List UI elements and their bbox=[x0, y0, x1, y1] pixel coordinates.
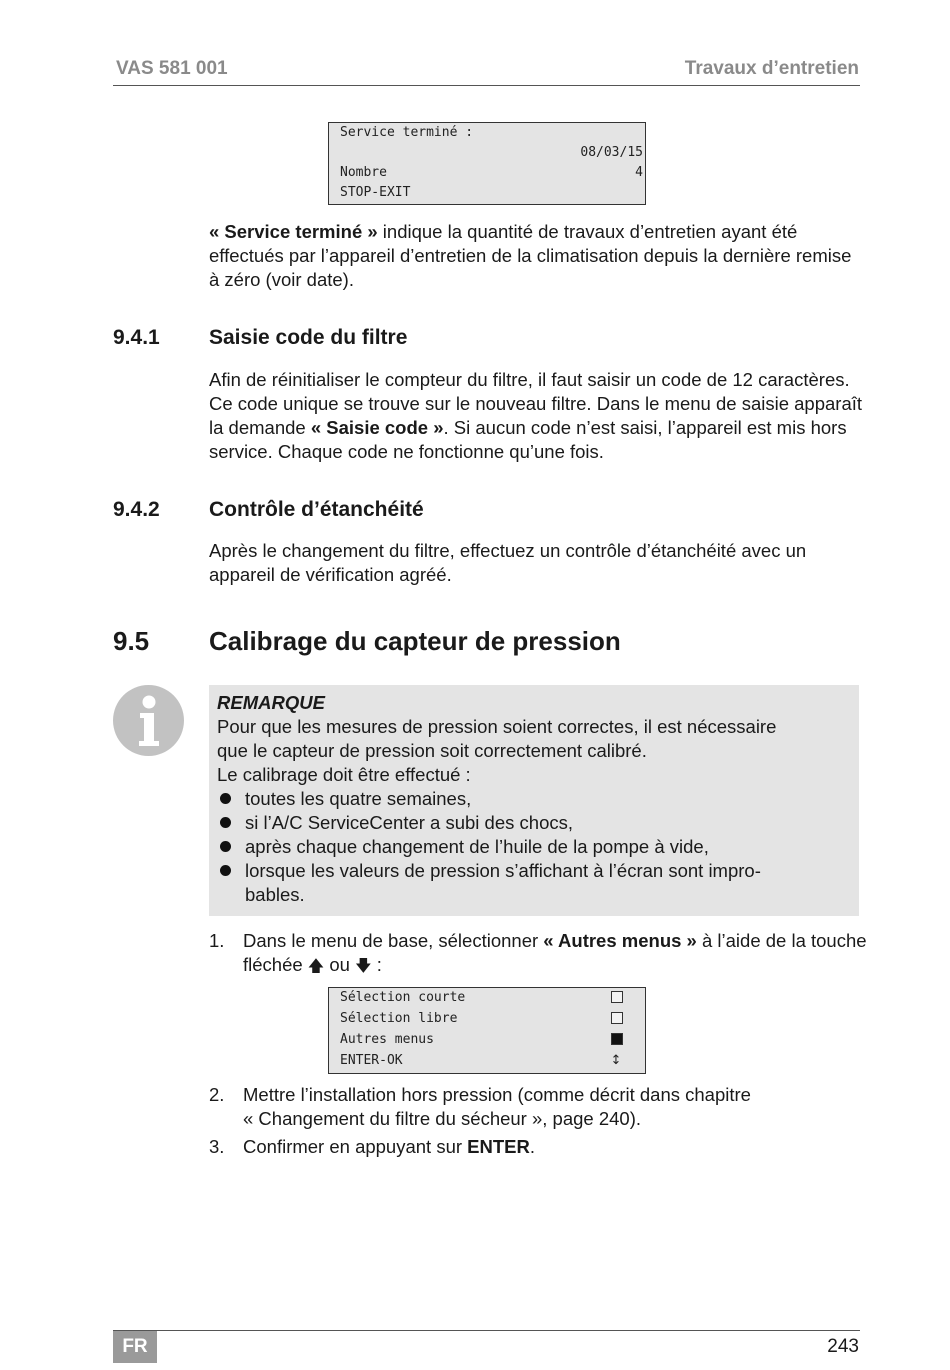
step-2-number: 2. bbox=[209, 1084, 225, 1105]
lcd-menu-row bbox=[340, 1030, 643, 1050]
step-3-bold: ENTER bbox=[467, 1136, 530, 1157]
lcd-menu-label: Sélection courte bbox=[340, 990, 466, 1005]
lcd-menu-label: Sélection libre bbox=[340, 1011, 458, 1026]
note-line: Le calibrage doit être effectué : bbox=[217, 764, 471, 785]
lcd-stop-exit: STOP-EXIT bbox=[340, 185, 411, 200]
step-1-end: : bbox=[371, 954, 382, 975]
lcd-service-date: 08/03/15 bbox=[580, 145, 643, 160]
note-bullet-item: après chaque changement de l’huile de la pompe à vide, bbox=[245, 836, 709, 857]
section-95-title: Calibrage du capteur de pression bbox=[209, 626, 621, 656]
section-941-paragraph bbox=[209, 368, 864, 464]
section-942-number: 9.4.2 bbox=[113, 498, 160, 521]
section-941-title: Saisie code du filtre bbox=[209, 326, 408, 349]
bullet-dot bbox=[220, 793, 231, 804]
step-3-end: . bbox=[529, 1136, 536, 1157]
header-divider bbox=[113, 85, 860, 86]
note-bullet-item: si l’A/C ServiceCenter a subi des chocs, bbox=[245, 812, 573, 833]
step-1-bold: « Autres menus » bbox=[543, 930, 697, 951]
step-1-or: ou bbox=[324, 954, 356, 975]
lcd-menu-row bbox=[340, 1009, 643, 1029]
lcd-enter-ok: ENTER-OK bbox=[340, 1053, 403, 1068]
section-942-title: Contrôle d’étanchéité bbox=[209, 498, 424, 521]
section-95-number: 9.5 bbox=[113, 626, 150, 656]
section-941-text-b: . Si aucun code n’est saisi, l’appareil est mis hors service. Chaque code ne fonctionne qu’une fois. bbox=[209, 417, 847, 462]
language-badge: FR bbox=[113, 1331, 157, 1363]
lcd-menu-row bbox=[340, 988, 643, 1008]
step-2-line-1: Mettre l’installation hors pression (comme décrit dans chapitre bbox=[243, 1084, 751, 1105]
section-941-bold: « Saisie code » bbox=[310, 417, 444, 438]
step-2-line-2: « Changement du filtre du sécheur », page 240). bbox=[243, 1108, 642, 1129]
section-942-paragraph: Après le changement du filtre, effectuez un contrôle d’étanchéité avec un appareil de vérification agréé. bbox=[209, 540, 807, 585]
lcd-row bbox=[340, 143, 643, 163]
header-section-title: Travaux d’entretien bbox=[684, 58, 859, 79]
note-title: REMARQUE bbox=[217, 692, 325, 713]
intro-paragraph bbox=[209, 220, 864, 292]
arrow-down-icon: 🡇 bbox=[355, 956, 372, 975]
intro-bold: « Service terminé » bbox=[209, 221, 378, 242]
page-number: 243 bbox=[827, 1336, 859, 1357]
step-1-text bbox=[243, 929, 868, 978]
lcd-row bbox=[340, 123, 643, 143]
bullet-dot bbox=[220, 865, 231, 876]
note-bullet-continuation: bables. bbox=[245, 884, 305, 905]
lcd-menu-row bbox=[340, 1051, 643, 1071]
info-icon bbox=[113, 685, 184, 756]
note-bullet-item: toutes les quatre semaines, bbox=[245, 788, 472, 809]
step-1-text-b: à l’aide de la touche fléchée bbox=[243, 930, 867, 975]
bullet-dot bbox=[220, 817, 231, 828]
lcd-service-label: Service terminé : bbox=[340, 125, 474, 140]
lcd-count-value: 4 bbox=[635, 165, 643, 180]
up-down-arrow-icon: ↕ bbox=[610, 1053, 622, 1068]
lcd-menu-display bbox=[328, 987, 646, 1074]
section-941-text-a: Afin de réinitialiser le compteur du filtre, il faut saisir un code de 12 caractères. Ce code unique se trouve sur le nouveau filtre. Dans le menu de saisie apparaît la demande bbox=[209, 369, 863, 438]
step-1-number: 1. bbox=[209, 930, 225, 951]
section-941-number: 9.4.1 bbox=[113, 326, 160, 349]
arrow-up-icon: 🡅 bbox=[307, 956, 325, 975]
step-3-number: 3. bbox=[209, 1136, 225, 1157]
lcd-row bbox=[340, 163, 643, 183]
intro-text: indique la quantité de travaux d’entretien ayant été effectués par l’appareil d’entretien de la climatisation depuis la dernière remise à zéro (voir date). bbox=[209, 221, 852, 290]
checkbox-empty-icon bbox=[611, 991, 623, 1003]
step-3-text bbox=[243, 1135, 868, 1159]
header-doc-id: VAS 581 001 bbox=[116, 58, 228, 79]
lcd-menu-label: Autres menus bbox=[340, 1032, 434, 1047]
bullet-dot bbox=[220, 841, 231, 852]
step-1-text-a: Dans le menu de base, sélectionner bbox=[243, 930, 544, 951]
step-3-text-a: Confirmer en appuyant sur bbox=[243, 1136, 468, 1157]
footer-divider bbox=[113, 1330, 860, 1331]
note-line: que le capteur de pression soit correctement calibré. bbox=[217, 740, 647, 761]
checkbox-empty-icon bbox=[611, 1012, 623, 1024]
lcd-count-label: Nombre bbox=[340, 165, 387, 180]
checkbox-filled-icon bbox=[611, 1033, 623, 1045]
note-bullet-item: lorsque les valeurs de pression s’affichant à l’écran sont impro- bbox=[245, 860, 761, 881]
note-line: Pour que les mesures de pression soient correctes, il est nécessaire bbox=[217, 716, 777, 737]
lcd-service-display bbox=[328, 122, 646, 205]
lcd-row bbox=[340, 183, 643, 203]
